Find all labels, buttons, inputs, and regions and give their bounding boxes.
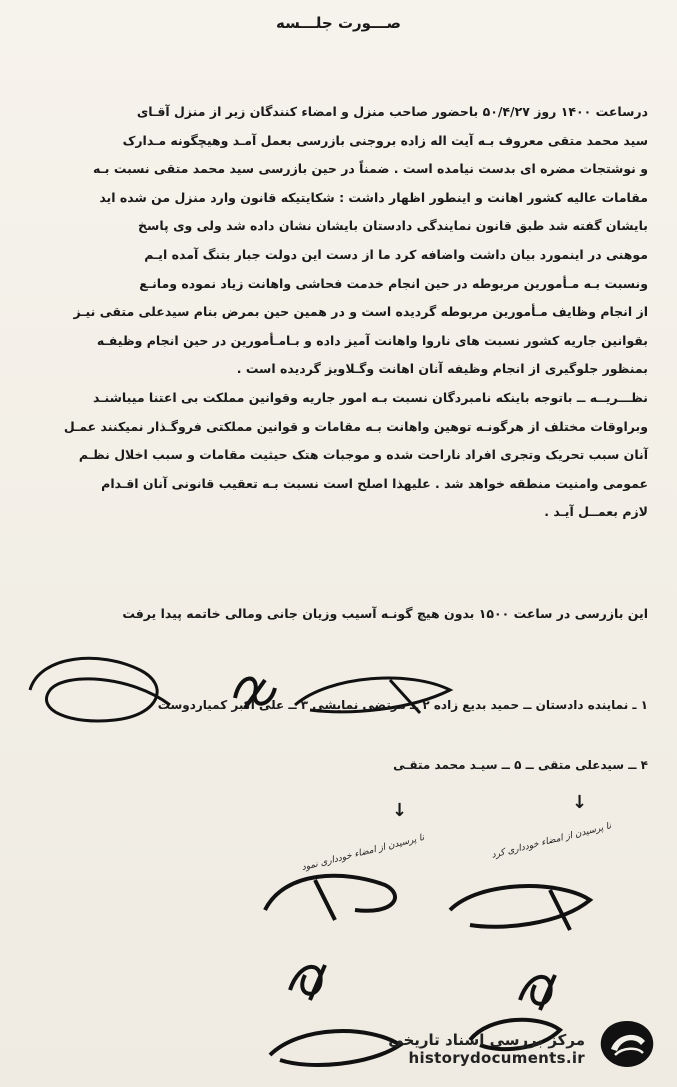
handwritten-note-right: نا پرسیدن از امضاء خودداری کرد bbox=[490, 821, 613, 861]
opinion-line: آنان سبب تحریک وتجری افراد ناراحت شده و موجبات هتک حیثیت مقامات و سبب اخلال نظـم bbox=[78, 447, 648, 463]
body-line: ونسبت بـه مـأمورین مربوطه در حین انجام خدمت فحاشی واهانت زیاد نموده ومانـع bbox=[139, 275, 648, 291]
body-line: موهنی در اینمورد بیان داشت واضافه کرد ما از دست این دولت جبار بتنگ آمده ایـم bbox=[144, 246, 648, 262]
signatories-row-2: ۴ ــ سیدعلی متقی ــ ۵ ــ سیـد محمد متقـی bbox=[393, 758, 648, 772]
body-line: مقامات عالیه کشور اهانت و اینطور اظهار داشت : شکایتیکه قانون وارد منزل من شده اید bbox=[99, 189, 648, 205]
opinion-line: لازم بعمــل آیـد . bbox=[544, 504, 648, 520]
signature-scribble bbox=[20, 650, 190, 730]
signature-scribble bbox=[290, 665, 460, 725]
opinion-line: وبراوقات مختلف از هرگونـه توهین واهانت بـه مقامات و قوانین مملکتی فروگـذار نمیکنند عمـل bbox=[63, 418, 648, 434]
signature-scribble bbox=[255, 860, 415, 930]
body-line: بمنظور جلوگیری از انجام وظیفه آنان اهانت وگـلاویز گردیده است . bbox=[236, 361, 648, 377]
watermark-name: مرکز بررسی اسناد تاریخی bbox=[388, 1031, 585, 1049]
signatories-row-1: ۱ ـ نماینده دادستان ــ حمید بدیع زاده ۲ ــ مرتضی نمایشی ۳ ــ علی اکبر کمیاردوست bbox=[157, 698, 648, 712]
opinion-line: عمومی وامنیت منطقه خواهد شد . علیهذا اصلح است نسبت بـه تعقیب قانونی آنان اقـدام bbox=[101, 475, 648, 491]
signature-scribble bbox=[440, 870, 610, 940]
body-line: بقوانین جاریه کشور نسبت های ناروا واهانت آمیز داده و بـامـأمورین در حین انجام وظیفـه bbox=[96, 332, 648, 348]
body-line: از انجام وظایف مـأمورین مربوطه گردیده است و در همین حین بمرض بنام سیدعلی متقی نیـز bbox=[73, 304, 648, 320]
closing-statement: این بازرسی در ساعت ۱۵۰۰ بدون هیچ گونـه آسیب وزیان جانی ومالی خاتمه پیدا یرفت bbox=[122, 606, 648, 621]
watermark-text bbox=[388, 1031, 585, 1067]
watermark-site: historydocuments.ir bbox=[408, 1049, 585, 1067]
opinion-line: نظـــریــه ــ باتوجه باینکه نامبردگان نسبت بـه امور جاریه وقوانین مملکت بی اعتنا میباشنـد bbox=[93, 389, 648, 405]
signature-scribble bbox=[280, 955, 340, 1005]
document-body bbox=[28, 98, 648, 527]
document-title: صـــورت جلـــسه bbox=[276, 14, 401, 32]
body-line: و نوشتجات مضره ای بدست نیامده است . ضمناً در حین بازرسی سید محمد متقی نسبت بـه bbox=[92, 161, 648, 177]
arrow-down-icon: ↓ bbox=[572, 792, 588, 813]
arrow-down-icon: ↓ bbox=[392, 800, 408, 821]
handwritten-note-left: نا پرسیدن از امضاء خودداری نمود bbox=[300, 832, 426, 874]
archive-logo-icon bbox=[597, 1019, 657, 1069]
body-line: سید محمد متقی معروف بـه آیت اله زاده بروجنی بازرسی بعمل آمـد وهیچگونه مـدارک bbox=[122, 132, 648, 148]
body-line: بایشان گفته شد طبق قانون نمایندگی دادستان بایشان نشان داده شد ولی وی پاسخ bbox=[138, 218, 648, 234]
body-line: درساعت ۱۴۰۰ روز ۵۰/۴/۲۷ باحضور صاحب منزل و امضاء کنندگان زیر از منزل آقـای bbox=[136, 104, 648, 119]
